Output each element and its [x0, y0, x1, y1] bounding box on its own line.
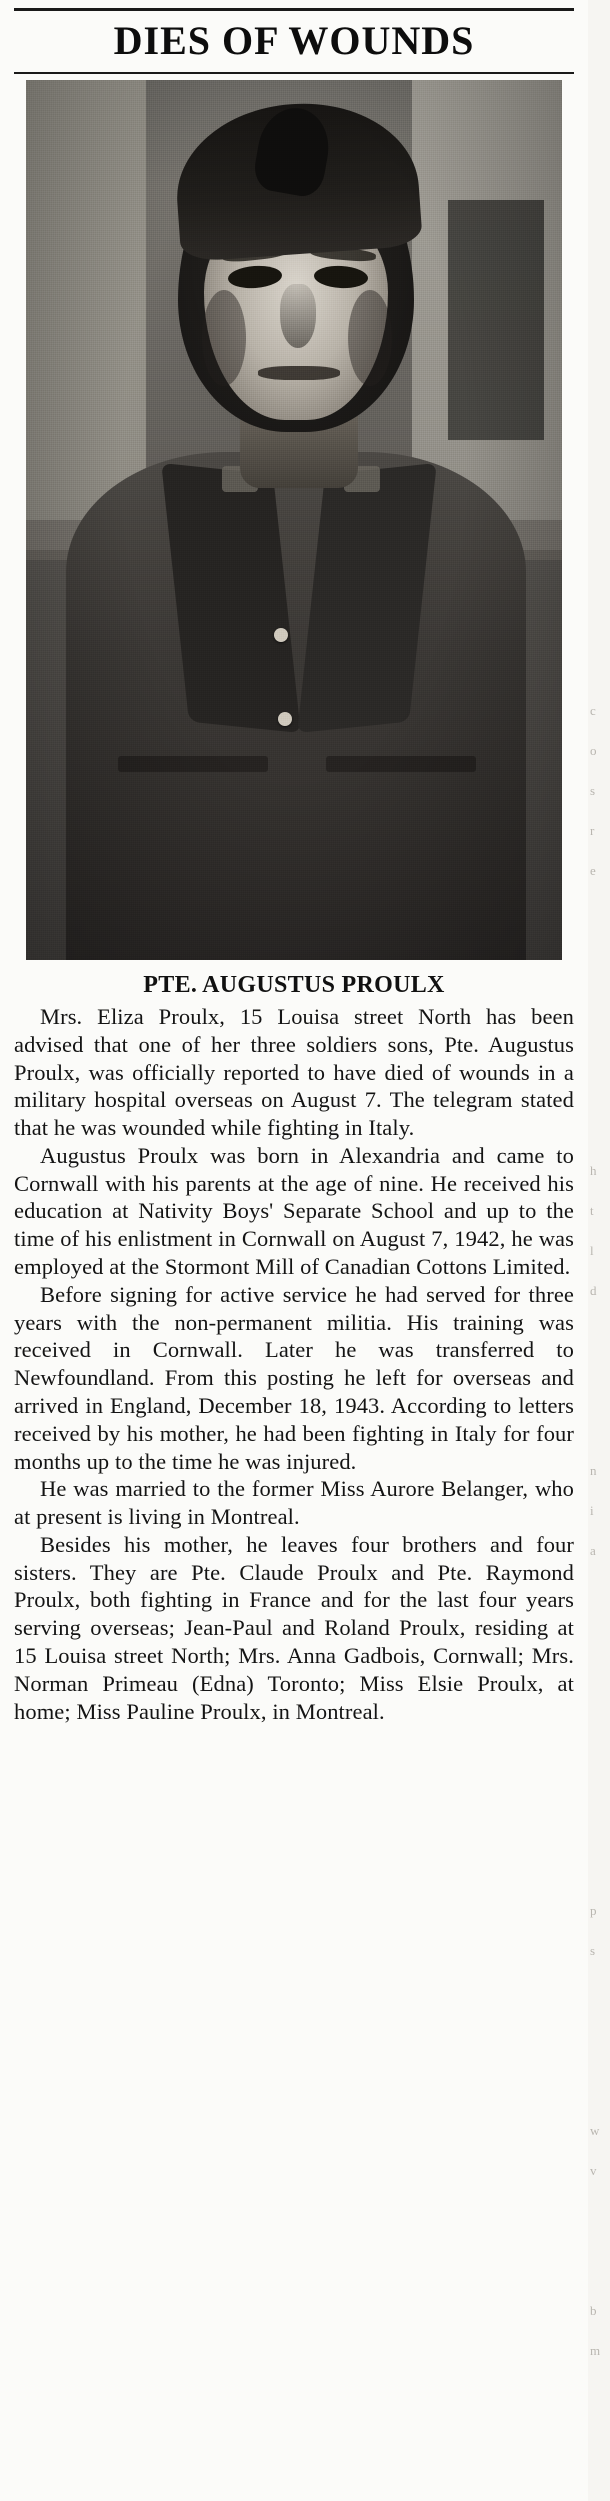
sliver-fragment: w	[590, 2123, 600, 2138]
sliver-fragment: n	[590, 1463, 597, 1478]
sliver-fragment: h	[590, 1163, 597, 1178]
article-paragraph-4: He was married to the former Miss Aurore Belanger, who at present is living in Montreal.	[14, 1476, 574, 1530]
headline-underrule	[14, 72, 574, 74]
page-title: DIES OF WOUNDS	[113, 18, 475, 63]
sliver-fragment: o	[590, 743, 597, 758]
photo-caption: PTE. AUGUSTUS PROULX	[143, 972, 445, 998]
adjacent-column-sliver	[588, 0, 610, 2501]
sliver-fragment: r	[590, 823, 595, 838]
sliver-fragment: b	[590, 2303, 597, 2318]
sliver-fragment: s	[590, 783, 596, 798]
article-paragraph-3: Before signing for active service he had served for three years with the non-permanent militia. His training was received in Cornwall. Later he was transferred to Newfoundland. From this posting he left for overseas and arrived in England, December 18, 1943. According to letters received by his mother, he had been fighting in Italy for four months up to the time he was injured.	[14, 1281, 574, 1474]
photo-vignette	[26, 80, 562, 960]
sliver-fragment: a	[590, 1543, 596, 1558]
sliver-fragment: s	[590, 1943, 596, 1958]
sliver-fragment: c	[590, 703, 596, 718]
article-body	[14, 1003, 574, 1725]
top-rule	[14, 8, 574, 11]
sliver-fragment: v	[590, 2163, 597, 2178]
sliver-fragment: i	[590, 1503, 594, 1518]
sliver-fragment: p	[590, 1903, 597, 1918]
article-paragraph-1: Mrs. Eliza Proulx, 15 Louisa street North has been advised that one of her three soldiers sons, Pte. Augustus Proulx, was officially reported to have died of wounds in a military hospital overseas on August 7. The telegram stated that he was wounded while fighting in Italy.	[14, 1004, 574, 1141]
sliver-fragment: d	[590, 1283, 597, 1298]
article-paragraph-5: Besides his mother, he leaves four brothers and four sisters. They are Pte. Claude Proulx and Pte. Raymond Proulx, both fighting in France and for the last four years serving overseas; Jean-Paul and Roland Proulx, residing at 15 Louisa street North; Mrs. Anna Gadbois, Cornwall; Mrs. Norman Primeau (Edna) Toronto; Miss Elsie Proulx, at home; Miss Pauline Proulx, in Montreal.	[14, 1531, 574, 1724]
portrait-photo	[26, 80, 562, 960]
article-paragraph-2: Augustus Proulx was born in Alexandria and came to Cornwall with his parents at the age of nine. He received his education at Nativity Boys' Separate School and up to the time of his enlistment in Cornwall on August 7, 1942, he was employed at the Stormont Mill of Canadian Cottons Limited.	[14, 1142, 574, 1280]
sliver-fragment: l	[590, 1243, 594, 1258]
sliver-fragment: m	[590, 2343, 601, 2358]
article-clipping	[14, 8, 574, 1725]
sliver-fragment: t	[590, 1203, 594, 1218]
sliver-fragment: e	[590, 863, 596, 878]
